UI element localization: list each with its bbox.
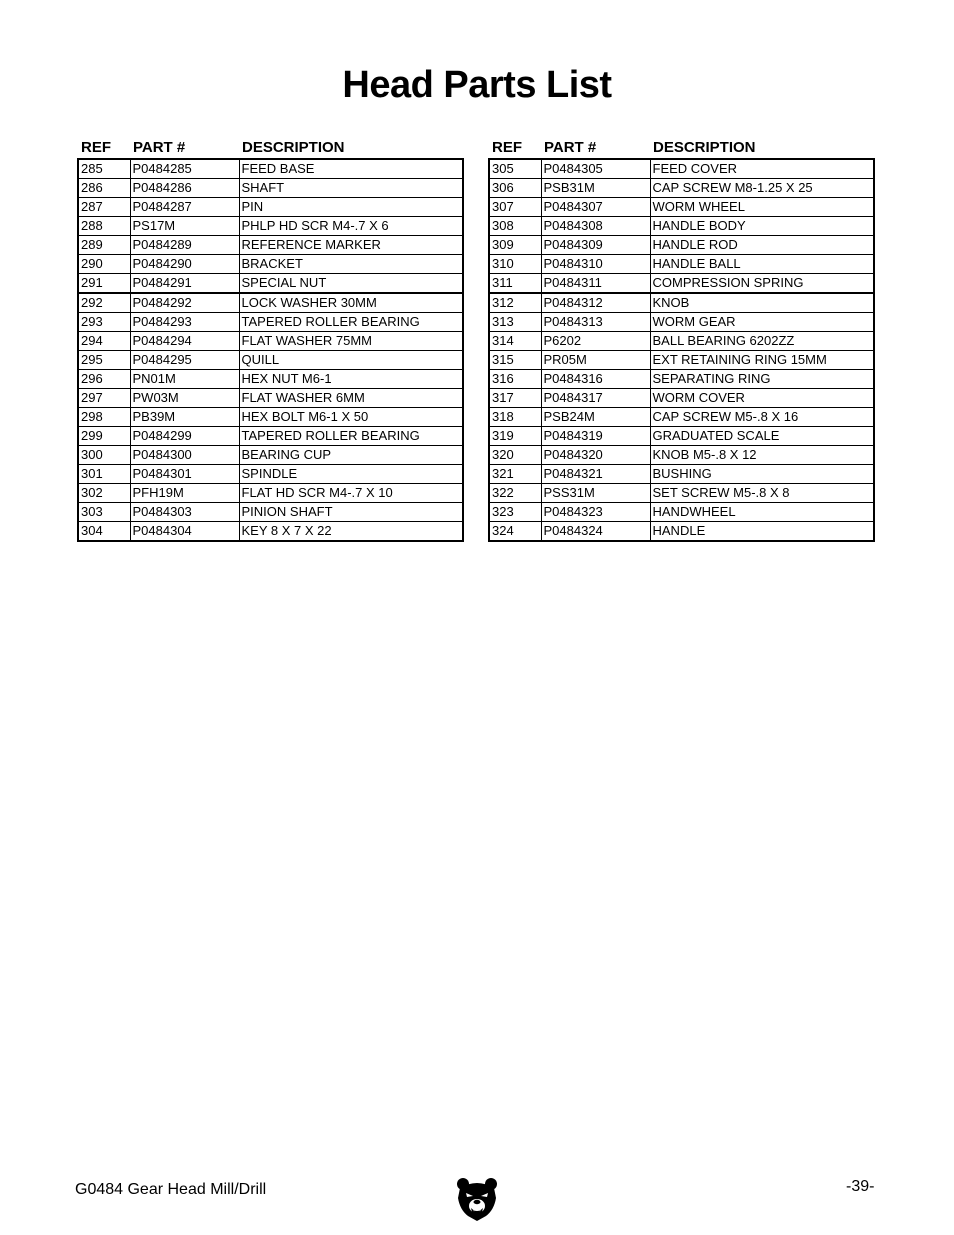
cell-ref: 289: [78, 236, 130, 255]
cell-ref: 305: [489, 159, 541, 179]
table-row: [78, 465, 463, 484]
cell-part-number: P0484317: [541, 389, 650, 408]
cell-ref: 306: [489, 179, 541, 198]
cell-description: BRACKET: [239, 255, 463, 274]
cell-part-number: P0484292: [130, 293, 239, 313]
cell-ref: 311: [489, 274, 541, 294]
table-row: [489, 484, 874, 503]
table-row: [78, 370, 463, 389]
cell-part-number: P0484321: [541, 465, 650, 484]
cell-part-number: P0484323: [541, 503, 650, 522]
cell-part-number: P0484285: [130, 159, 239, 179]
cell-ref: 309: [489, 236, 541, 255]
cell-ref: 301: [78, 465, 130, 484]
table-row: [78, 293, 463, 313]
cell-description: WORM WHEEL: [650, 198, 874, 217]
cell-ref: 314: [489, 332, 541, 351]
cell-description: HEX NUT M6-1: [239, 370, 463, 389]
table-row: [78, 159, 463, 179]
cell-description: FLAT WASHER 75MM: [239, 332, 463, 351]
table-row: [489, 351, 874, 370]
cell-description: PIN: [239, 198, 463, 217]
cell-part-number: PS17M: [130, 217, 239, 236]
cell-description: REFERENCE MARKER: [239, 236, 463, 255]
cell-description: KEY 8 X 7 X 22: [239, 522, 463, 542]
cell-ref: 294: [78, 332, 130, 351]
header-part: PART #: [133, 138, 186, 156]
cell-ref: 319: [489, 427, 541, 446]
table-row: [489, 293, 874, 313]
cell-description: SPECIAL NUT: [239, 274, 463, 294]
cell-ref: 303: [78, 503, 130, 522]
cell-part-number: PSB24M: [541, 408, 650, 427]
cell-description: PINION SHAFT: [239, 503, 463, 522]
table-row: [489, 217, 874, 236]
table-row: [489, 198, 874, 217]
cell-part-number: P0484300: [130, 446, 239, 465]
cell-ref: 286: [78, 179, 130, 198]
cell-ref: 292: [78, 293, 130, 313]
table-row: [78, 446, 463, 465]
cell-part-number: P0484310: [541, 255, 650, 274]
cell-description: BALL BEARING 6202ZZ: [650, 332, 874, 351]
cell-ref: 288: [78, 217, 130, 236]
cell-ref: 297: [78, 389, 130, 408]
cell-description: HEX BOLT M6-1 X 50: [239, 408, 463, 427]
cell-part-number: P0484320: [541, 446, 650, 465]
cell-ref: 307: [489, 198, 541, 217]
cell-description: EXT RETAINING RING 15MM: [650, 351, 874, 370]
cell-ref: 323: [489, 503, 541, 522]
cell-description: LOCK WASHER 30MM: [239, 293, 463, 313]
table-row: [78, 427, 463, 446]
cell-part-number: PW03M: [130, 389, 239, 408]
parts-table-left-body: [78, 159, 463, 541]
cell-part-number: P0484319: [541, 427, 650, 446]
cell-part-number: P0484287: [130, 198, 239, 217]
table-row: [489, 427, 874, 446]
cell-description: CAP SCREW M8-1.25 X 25: [650, 179, 874, 198]
cell-ref: 318: [489, 408, 541, 427]
cell-description: HANDLE ROD: [650, 236, 874, 255]
cell-part-number: P0484311: [541, 274, 650, 294]
table-row: [78, 313, 463, 332]
header-part: PART #: [544, 138, 597, 156]
cell-description: HANDLE BODY: [650, 217, 874, 236]
parts-table-left: [77, 136, 464, 542]
cell-description: SEPARATING RING: [650, 370, 874, 389]
cell-ref: 299: [78, 427, 130, 446]
table-row: [489, 446, 874, 465]
header-ref: REF: [492, 138, 522, 156]
table-row: [78, 236, 463, 255]
table-row: [489, 332, 874, 351]
cell-part-number: P0484308: [541, 217, 650, 236]
parts-table-right-body: [489, 159, 874, 541]
cell-description: WORM GEAR: [650, 313, 874, 332]
cell-part-number: P0484316: [541, 370, 650, 389]
cell-description: TAPERED ROLLER BEARING: [239, 427, 463, 446]
cell-part-number: P0484305: [541, 159, 650, 179]
table-row: [489, 313, 874, 332]
cell-description: COMPRESSION SPRING: [650, 274, 874, 294]
cell-ref: 320: [489, 446, 541, 465]
cell-part-number: P0484307: [541, 198, 650, 217]
table-row: [489, 274, 874, 294]
cell-description: FLAT HD SCR M4-.7 X 10: [239, 484, 463, 503]
cell-ref: 317: [489, 389, 541, 408]
table-row: [489, 389, 874, 408]
table-row: [489, 255, 874, 274]
cell-ref: 316: [489, 370, 541, 389]
table-row: [78, 274, 463, 294]
cell-part-number: P0484293: [130, 313, 239, 332]
cell-ref: 302: [78, 484, 130, 503]
bear-head-icon: [456, 1176, 498, 1222]
cell-part-number: PSB31M: [541, 179, 650, 198]
cell-part-number: P6202: [541, 332, 650, 351]
cell-part-number: P0484289: [130, 236, 239, 255]
cell-ref: 300: [78, 446, 130, 465]
table-row: [78, 332, 463, 351]
cell-description: HANDLE: [650, 522, 874, 542]
cell-ref: 290: [78, 255, 130, 274]
cell-part-number: P0484290: [130, 255, 239, 274]
cell-ref: 310: [489, 255, 541, 274]
table-row: [78, 522, 463, 542]
header-description: DESCRIPTION: [653, 138, 756, 156]
cell-ref: 315: [489, 351, 541, 370]
table-header-row: [78, 136, 463, 159]
cell-description: FLAT WASHER 6MM: [239, 389, 463, 408]
cell-description: BUSHING: [650, 465, 874, 484]
cell-description: HANDLE BALL: [650, 255, 874, 274]
table-row: [489, 370, 874, 389]
cell-ref: 324: [489, 522, 541, 542]
cell-part-number: P0484299: [130, 427, 239, 446]
cell-part-number: P0484294: [130, 332, 239, 351]
cell-ref: 313: [489, 313, 541, 332]
table-row: [78, 217, 463, 236]
cell-ref: 312: [489, 293, 541, 313]
table-row: [78, 179, 463, 198]
cell-description: TAPERED ROLLER BEARING: [239, 313, 463, 332]
page-number: -39-: [846, 1178, 875, 1195]
table-row: [489, 408, 874, 427]
cell-part-number: P0484313: [541, 313, 650, 332]
cell-ref: 295: [78, 351, 130, 370]
cell-description: KNOB: [650, 293, 874, 313]
cell-ref: 321: [489, 465, 541, 484]
table-row: [78, 255, 463, 274]
table-row: [489, 465, 874, 484]
cell-description: PHLP HD SCR M4-.7 X 6: [239, 217, 463, 236]
parts-table-right: [488, 136, 875, 542]
header-ref: REF: [81, 138, 111, 156]
table-row: [489, 159, 874, 179]
page-title: Head Parts List: [342, 64, 612, 106]
cell-ref: 304: [78, 522, 130, 542]
cell-description: FEED COVER: [650, 159, 874, 179]
cell-description: KNOB M5-.8 X 12: [650, 446, 874, 465]
cell-part-number: PFH19M: [130, 484, 239, 503]
table-row: [489, 522, 874, 542]
cell-ref: 322: [489, 484, 541, 503]
cell-part-number: P0484304: [130, 522, 239, 542]
table-row: [489, 503, 874, 522]
cell-description: GRADUATED SCALE: [650, 427, 874, 446]
table-row: [489, 236, 874, 255]
cell-part-number: P0484312: [541, 293, 650, 313]
table-row: [78, 389, 463, 408]
cell-ref: 308: [489, 217, 541, 236]
cell-part-number: P0484324: [541, 522, 650, 542]
table-row: [78, 351, 463, 370]
cell-part-number: P0484291: [130, 274, 239, 294]
cell-description: SPINDLE: [239, 465, 463, 484]
cell-description: SHAFT: [239, 179, 463, 198]
cell-description: SET SCREW M5-.8 X 8: [650, 484, 874, 503]
table-row: [78, 198, 463, 217]
cell-description: FEED BASE: [239, 159, 463, 179]
header-description: DESCRIPTION: [242, 138, 345, 156]
footer-model-name: G0484 Gear Head Mill/Drill: [75, 1181, 267, 1198]
cell-part-number: PSS31M: [541, 484, 650, 503]
cell-description: BEARING CUP: [239, 446, 463, 465]
cell-ref: 296: [78, 370, 130, 389]
cell-description: HANDWHEEL: [650, 503, 874, 522]
cell-description: QUILL: [239, 351, 463, 370]
cell-part-number: P0484301: [130, 465, 239, 484]
cell-part-number: P0484309: [541, 236, 650, 255]
table-row: [78, 408, 463, 427]
table-header-row: [489, 136, 874, 159]
cell-ref: 298: [78, 408, 130, 427]
cell-ref: 291: [78, 274, 130, 294]
table-row: [78, 484, 463, 503]
table-row: [489, 179, 874, 198]
table-row: [78, 503, 463, 522]
cell-description: WORM COVER: [650, 389, 874, 408]
cell-description: CAP SCREW M5-.8 X 16: [650, 408, 874, 427]
cell-ref: 285: [78, 159, 130, 179]
cell-part-number: P0484303: [130, 503, 239, 522]
cell-part-number: PN01M: [130, 370, 239, 389]
cell-part-number: P0484286: [130, 179, 239, 198]
cell-ref: 287: [78, 198, 130, 217]
cell-part-number: P0484295: [130, 351, 239, 370]
cell-part-number: PB39M: [130, 408, 239, 427]
cell-part-number: PR05M: [541, 351, 650, 370]
cell-ref: 293: [78, 313, 130, 332]
